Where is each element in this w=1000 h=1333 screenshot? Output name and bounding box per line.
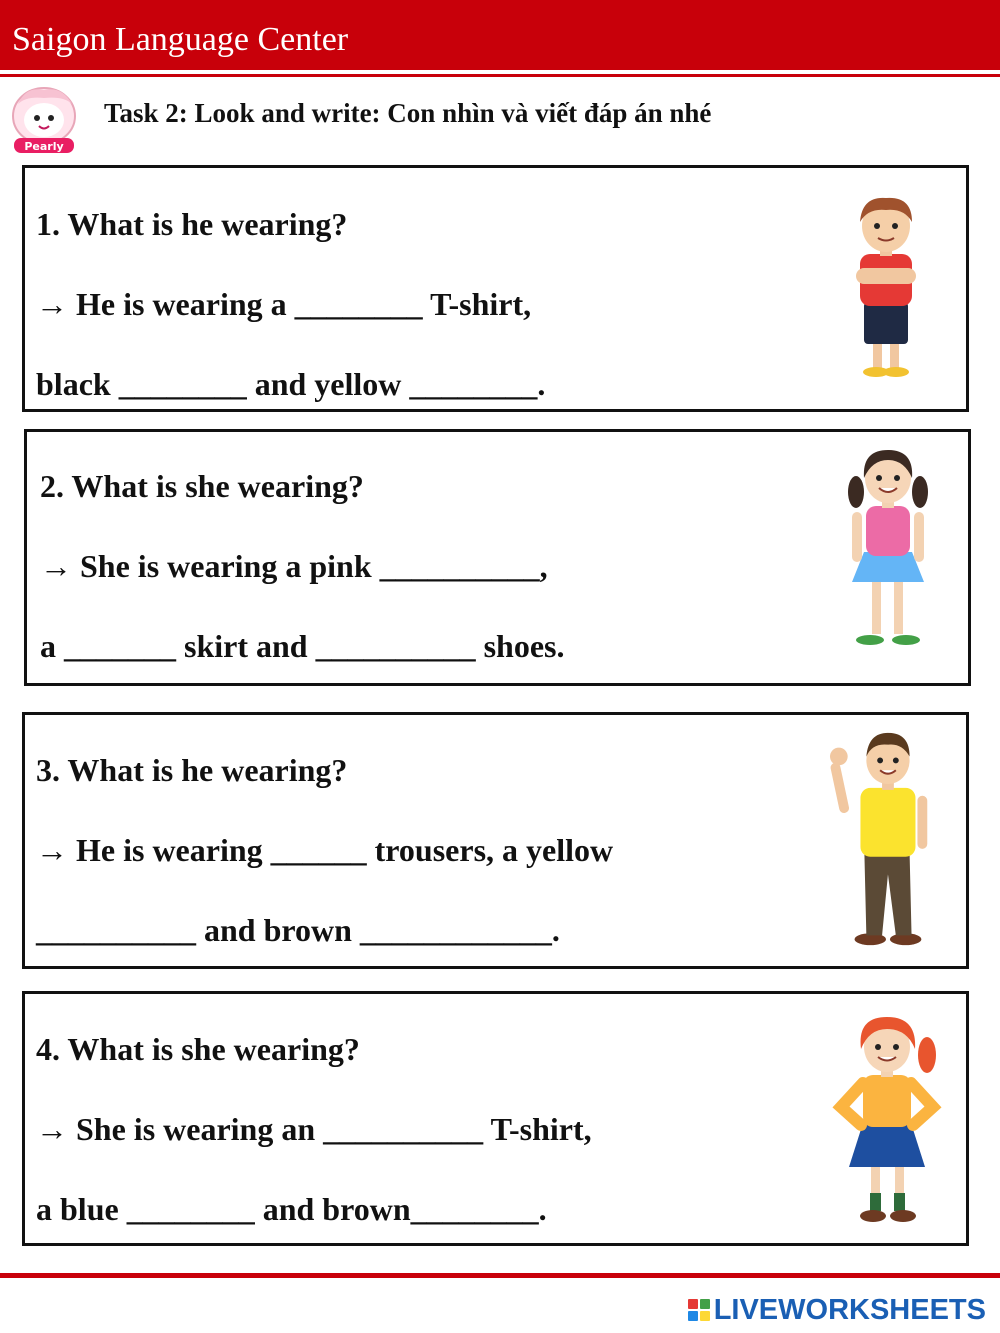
header-bar <box>0 0 1000 70</box>
question-2-title: 2. What is she wearing? <box>40 468 364 504</box>
question-3-title: 3. What is he wearing? <box>36 752 348 788</box>
boy-red-tshirt-figure <box>825 192 947 382</box>
question-3-answer-line-2: __________ and brown ____________. <box>36 912 560 948</box>
svg-text:Pearly: Pearly <box>24 140 64 153</box>
question-1-answer-line-2: black ________ and yellow ________. <box>36 366 546 402</box>
boy-yellow-tshirt-figure <box>826 727 946 953</box>
liveworksheets-grid-icon <box>688 1299 710 1321</box>
liveworksheets-brand: LIVEWORKSHEETS <box>713 1293 986 1326</box>
question-2-answer-line-1: → She is wearing a pink __________, <box>40 548 548 584</box>
pearly-mascot-icon <box>6 82 82 156</box>
header-title: Saigon Language Center <box>12 21 349 58</box>
question-2-answer-line-2: a _______ skirt and __________ shoes. <box>40 628 565 664</box>
girl-pink-top-figure <box>827 444 949 654</box>
question-4-answer-line-1: → She is wearing an __________ T-shirt, <box>36 1111 592 1147</box>
footer-divider <box>0 1273 1000 1278</box>
question-4-answer-line-2: a blue ________ and brown________. <box>36 1191 547 1227</box>
question-1-title: 1. What is he wearing? <box>36 206 348 242</box>
header-divider <box>0 74 1000 77</box>
question-1-answer-line-1: → He is wearing a ________ T-shirt, <box>36 286 532 322</box>
question-3-answer-line-1: → He is wearing ______ trousers, a yellow <box>36 832 614 868</box>
question-4-title: 4. What is she wearing? <box>36 1031 360 1067</box>
task-instruction: Task 2: Look and write: Con nhìn và viết đáp án nhé <box>104 98 712 128</box>
liveworksheets-logo[interactable] <box>688 1290 986 1330</box>
girl-orange-top-figure <box>826 1011 948 1231</box>
